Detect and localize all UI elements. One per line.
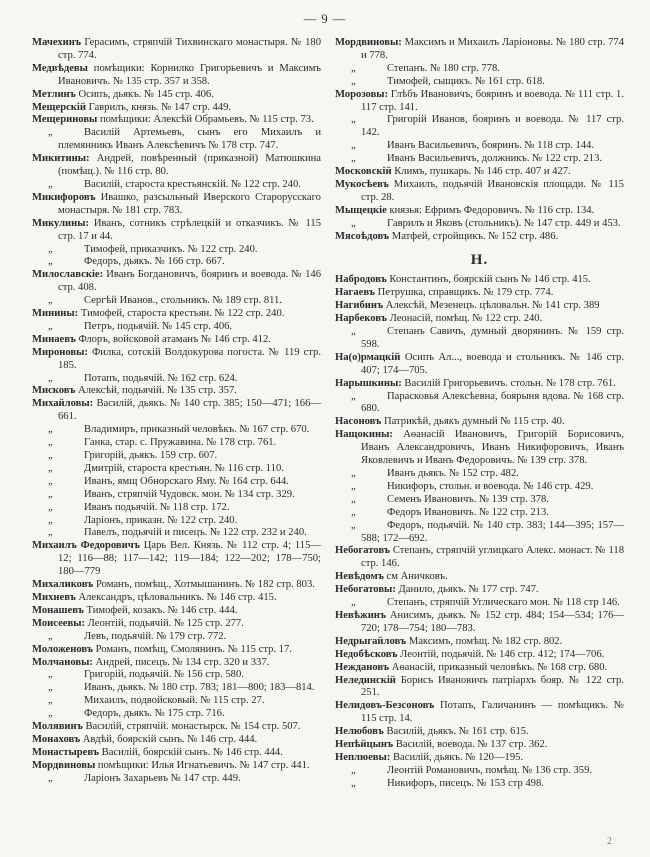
entry-name: Мачехинъ bbox=[32, 37, 82, 48]
index-entry bbox=[335, 662, 624, 675]
ditto-mark: „ bbox=[48, 488, 53, 500]
entry-text: Павелъ, подьячій и писецъ. № 122 стр. 232 и 240. bbox=[84, 527, 307, 539]
index-entry bbox=[335, 507, 624, 520]
index-entry bbox=[32, 89, 321, 102]
ditto-mark: „ bbox=[48, 462, 53, 474]
entry-text: Василій Григорьевичъ. стольн. № 178 стр. 761. bbox=[404, 377, 616, 389]
entry-name: Монаховъ bbox=[32, 733, 81, 745]
index-entry bbox=[32, 308, 321, 321]
entry-name: Милославскіе: bbox=[32, 269, 104, 281]
entry-name: Микитины: bbox=[32, 153, 90, 165]
index-entry bbox=[32, 605, 321, 618]
entry-text: Иванъ Васильевичъ, должникъ. № 122 стр. 213. bbox=[387, 153, 603, 165]
entry-text: Аѳанасій, приказный человѣкъ. № 168 стр. 680. bbox=[391, 661, 608, 673]
index-entry bbox=[32, 489, 321, 502]
entry-text: Федоръ, дьякъ. № 166 стр. 667. bbox=[84, 256, 225, 268]
entry-name: Монастыревъ bbox=[32, 746, 99, 758]
entry-text: Василій, дьякъ. № 120—195. bbox=[392, 751, 524, 763]
index-entry bbox=[335, 481, 624, 494]
entry-text: Иванъ, сотникъ стрѣлецкій и отказчикъ. № 115 стр. 17 и 44. bbox=[58, 217, 321, 242]
index-entry bbox=[32, 334, 321, 347]
index-entry bbox=[32, 476, 321, 489]
ditto-mark: „ bbox=[48, 514, 53, 526]
index-entry bbox=[32, 747, 321, 760]
entry-text: Ларіонъ Захарьевъ № 147 стр. 449. bbox=[84, 772, 241, 784]
index-entry bbox=[32, 102, 321, 115]
index-entry bbox=[335, 636, 624, 649]
index-entry bbox=[335, 391, 624, 417]
index-entry bbox=[32, 153, 321, 179]
index-entry bbox=[32, 385, 321, 398]
entry-name: Неждановъ bbox=[335, 661, 390, 673]
entry-text: Осипъ, дьякъ. № 145 стр. 406. bbox=[78, 88, 214, 100]
ditto-mark: „ bbox=[48, 501, 53, 513]
ditto-mark: „ bbox=[48, 243, 53, 255]
index-entry bbox=[335, 218, 624, 231]
entry-text: Степанъ. № 180 стр. 778. bbox=[387, 62, 500, 74]
entry-text: Петрушка, справщикъ. № 179 стр. 774. bbox=[377, 287, 554, 299]
index-entry bbox=[335, 378, 624, 391]
entry-name: Недобѣсковъ bbox=[335, 648, 398, 660]
entry-text: Осипъ Ал..., воевода и стольникъ. № 146 стр. 407; 174—705. bbox=[361, 351, 624, 376]
entry-name: Нагибинъ bbox=[335, 300, 384, 312]
index-entry bbox=[335, 89, 624, 115]
ditto-mark: „ bbox=[351, 519, 356, 531]
entry-text: Иванъ подьячій. № 118 стр. 172. bbox=[84, 501, 230, 513]
entry-name: Мещериновы bbox=[32, 114, 98, 126]
entry-name: Молявинъ bbox=[32, 721, 83, 733]
entry-name: Московскій bbox=[335, 166, 392, 178]
entry-text: Сергѣй Иванов., стольникъ. № 189 стр. 811. bbox=[84, 295, 282, 307]
entry-text: Парасковья Алексѣевна, боярыня вдова. № 168 стр. 680. bbox=[361, 390, 624, 415]
ditto-mark: „ bbox=[351, 217, 356, 229]
entry-name: Метлинъ bbox=[32, 88, 76, 100]
entry-text: Тимофей, приказчикъ. № 122 стр. 240. bbox=[84, 243, 258, 255]
entry-name: На(о)рмацкій bbox=[335, 351, 401, 363]
ditto-mark: „ bbox=[351, 777, 356, 789]
entry-name: Мисковъ bbox=[32, 385, 76, 397]
ditto-mark: „ bbox=[351, 140, 356, 152]
index-entry bbox=[335, 416, 624, 429]
index-entry bbox=[335, 765, 624, 778]
index-entry bbox=[32, 644, 321, 657]
entry-name: Молчановы: bbox=[32, 656, 93, 668]
ditto-mark: „ bbox=[48, 695, 53, 707]
entry-text: князья: Ефримъ Федоровичъ. № 116 стр. 134. bbox=[389, 204, 595, 216]
index-entry bbox=[32, 579, 321, 592]
entry-name: Небогатовы: bbox=[335, 584, 396, 596]
entry-name: Неплюевы: bbox=[335, 751, 391, 763]
index-entry bbox=[32, 127, 321, 153]
entry-text: Леонтій, подьячій. № 146 стр. 412; 174—706. bbox=[400, 648, 605, 660]
entry-text: Петръ, подьячій. № 145 стр. 406. bbox=[84, 320, 233, 332]
entry-name: Михаилъ Федоровичъ bbox=[32, 540, 140, 552]
entry-text: Данило, дьякъ. № 177 стр. 747. bbox=[398, 584, 539, 596]
entry-text: Алексѣй, Мезенецъ. цѣловальн. № 141 стр. 389 bbox=[385, 300, 600, 312]
index-entry bbox=[32, 37, 321, 63]
index-entry bbox=[32, 321, 321, 334]
entry-name: Медвѣдевы bbox=[32, 62, 88, 74]
index-entry bbox=[335, 675, 624, 701]
entry-name: Нелединскій bbox=[335, 674, 396, 686]
entry-text: Андрей, писецъ. № 134 стр. 320 и 337. bbox=[95, 656, 270, 668]
entry-text: Левъ, подьячій. № 179 стр. 772. bbox=[84, 630, 227, 642]
entry-text: Василій Артемьевъ, сынъ его Михаилъ и племянникъ Иванъ Алексѣевичъ № 178 стр. 747. bbox=[58, 127, 321, 152]
entry-text: Федоръ, дьякъ. № 175 стр. 716. bbox=[84, 708, 225, 720]
index-entry bbox=[335, 597, 624, 610]
index-entry bbox=[335, 231, 624, 244]
entry-name: Нарышкины: bbox=[335, 377, 402, 389]
ditto-mark: „ bbox=[48, 527, 53, 539]
entry-text: Семенъ Ивановичъ. № 139 стр. 378. bbox=[387, 493, 549, 505]
index-entry bbox=[32, 721, 321, 734]
entry-name: Минаевъ bbox=[32, 333, 76, 345]
entry-text: Михаилъ, подвойсковый. № 115 стр. 27. bbox=[84, 695, 265, 707]
entry-text: Василій, стряпчій. монастырск. № 154 стр. 507. bbox=[85, 721, 301, 733]
index-entry bbox=[32, 618, 321, 631]
index-entry bbox=[335, 571, 624, 584]
ditto-mark: „ bbox=[48, 630, 53, 642]
index-entry bbox=[335, 179, 624, 205]
index-entry bbox=[32, 256, 321, 269]
entry-text: Иванъ дьякъ. № 152 стр. 482. bbox=[387, 468, 519, 479]
entry-text: Степанъ, стряпчій Углическаго мон. № 118 стр 146. bbox=[387, 597, 620, 609]
entry-text: Дмитрій, староста крестьян. № 116 стр. 110. bbox=[84, 462, 284, 474]
index-entry bbox=[335, 166, 624, 179]
index-entry bbox=[32, 592, 321, 605]
entry-text: Романъ, помѣщ., Хотмышанинъ. № 182 стр. 803. bbox=[95, 579, 315, 591]
entry-text: Леонасій, помѣщ. № 122 стр. 240. bbox=[389, 313, 543, 325]
entry-text: Степанъ Савичъ, думный дворянинъ. № 159 стр. 598. bbox=[361, 326, 624, 350]
index-entry bbox=[335, 300, 624, 313]
entry-name: Нарбековъ bbox=[335, 313, 387, 325]
ditto-mark: „ bbox=[48, 437, 53, 449]
index-entry bbox=[32, 734, 321, 747]
index-entry bbox=[335, 739, 624, 752]
entry-name: Моисеевы: bbox=[32, 617, 86, 629]
signature-mark: 2 bbox=[607, 836, 612, 847]
entry-text: Леонтій, подьячій. № 125 стр. 277. bbox=[87, 617, 244, 629]
entry-name: Мордвиновы: bbox=[335, 37, 402, 48]
index-entry bbox=[32, 347, 321, 373]
index-columns bbox=[0, 27, 650, 791]
index-entry bbox=[32, 295, 321, 308]
ditto-mark: „ bbox=[351, 114, 356, 126]
entry-name: Микулины: bbox=[32, 217, 90, 229]
ditto-mark: „ bbox=[48, 708, 53, 720]
ditto-mark: „ bbox=[351, 468, 356, 479]
entry-name: Непѣйцынъ bbox=[335, 739, 394, 751]
index-entry bbox=[32, 179, 321, 192]
entry-text: см Аничковъ. bbox=[386, 571, 448, 583]
ditto-mark: „ bbox=[48, 256, 53, 268]
entry-text: Федоръ Ивановичъ. № 122 стр. 213. bbox=[387, 506, 549, 518]
index-entry bbox=[335, 153, 624, 166]
index-entry bbox=[32, 192, 321, 218]
index-entry bbox=[32, 631, 321, 644]
ditto-mark: „ bbox=[48, 320, 53, 332]
index-entry bbox=[32, 450, 321, 463]
index-entry bbox=[335, 700, 624, 726]
index-entry bbox=[335, 649, 624, 662]
index-entry bbox=[32, 540, 321, 579]
entry-text: Владимиръ, приказный человѣкъ. № 167 стр. 670. bbox=[84, 424, 310, 436]
index-entry bbox=[32, 63, 321, 89]
index-entry bbox=[335, 205, 624, 218]
ditto-mark: „ bbox=[48, 450, 53, 461]
entry-text: Борисъ Ивановичъ патріархъ бояр. № 122 стр. 251. bbox=[361, 674, 625, 699]
ditto-mark: „ bbox=[351, 597, 356, 609]
ditto-mark: „ bbox=[351, 480, 356, 492]
entry-text: Иванъ Богдановичъ, бояринъ и воевода. № 146 стр. 408. bbox=[58, 269, 321, 294]
index-entry bbox=[32, 502, 321, 515]
index-entry bbox=[335, 274, 624, 287]
ditto-mark: „ bbox=[351, 493, 356, 505]
index-entry bbox=[32, 437, 321, 450]
entry-name: Микифоровъ bbox=[32, 191, 96, 203]
ditto-mark: „ bbox=[48, 669, 53, 681]
index-entry bbox=[335, 63, 624, 76]
index-entry bbox=[32, 218, 321, 244]
entry-text: Тимофей, козакъ. № 146 стр. 444. bbox=[86, 604, 238, 616]
index-column-left bbox=[32, 37, 321, 791]
index-entry bbox=[32, 760, 321, 773]
entry-text: Филка, сотскій Волдокурова погоста. № 119 стр. 185. bbox=[58, 346, 321, 371]
entry-text: Василій, дьякъ. № 140 стр. 385; 150—471; 166—661. bbox=[58, 398, 321, 423]
entry-name: Нагаевъ bbox=[335, 287, 375, 299]
entry-name: Мордвиновы bbox=[32, 759, 96, 771]
index-entry bbox=[335, 352, 624, 378]
entry-text: Григорій, дьякъ. 159 стр. 607. bbox=[84, 450, 218, 461]
ditto-mark: „ bbox=[48, 475, 53, 487]
section-letter: Н. bbox=[470, 251, 489, 268]
index-entry bbox=[32, 463, 321, 476]
index-entry bbox=[32, 269, 321, 295]
entry-text: Иванъ, дьякъ. № 180 стр. 783; 181—800; 183—814. bbox=[84, 682, 315, 694]
ditto-mark: „ bbox=[351, 764, 356, 776]
index-entry bbox=[335, 778, 624, 791]
index-entry bbox=[335, 313, 624, 326]
index-entry bbox=[335, 468, 624, 481]
entry-text: Флоръ, войсковой атаманъ № 146 стр. 412. bbox=[78, 333, 271, 345]
entry-text: Тимофей, сыщикъ. № 161 стр. 618. bbox=[387, 75, 545, 87]
entry-text: Никифоръ, стольн. и воевода. № 146 стр. 429. bbox=[387, 480, 594, 492]
entry-text: помѣщики: Алексѣй Обрамьевъ. № 115 стр. 73. bbox=[100, 114, 314, 126]
ditto-mark: „ bbox=[48, 295, 53, 307]
entry-text: Тимофей, староста крестьян. № 122 стр. 240. bbox=[80, 308, 285, 320]
entry-text: Григорій Иванов, бояринъ и воевода. № 117 стр. 142. bbox=[361, 114, 624, 139]
entry-text: Василій, боярскій сынъ. № 146 стр. 444. bbox=[101, 746, 283, 758]
index-entry bbox=[335, 429, 624, 468]
entry-text: Ганка, стар. с. Пружавина. № 178 стр. 761. bbox=[84, 437, 277, 449]
entry-text: Анисимъ, дьякъ. № 152 стр. 484; 154—534; 176—720; 178—754; 180—783. bbox=[361, 609, 624, 634]
index-entry bbox=[335, 326, 624, 352]
index-entry bbox=[32, 527, 321, 540]
entry-text: Иванъ Васильевичъ, бояринъ. № 118 стр. 144. bbox=[387, 140, 595, 152]
entry-name: Недрыгайловъ bbox=[335, 635, 407, 647]
entry-name: Насоновъ bbox=[335, 416, 382, 428]
entry-text: помѣщики: Илья Игнатьевичъ. № 147 стр. 441. bbox=[97, 759, 310, 771]
entry-name: Минины: bbox=[32, 308, 79, 320]
index-entry bbox=[32, 424, 321, 437]
entry-text: Алексѣй, подьячій. № 135 стр. 357. bbox=[78, 385, 237, 397]
index-entry bbox=[335, 140, 624, 153]
entry-text: Василій, воевода. № 137 стр. 362. bbox=[395, 739, 548, 751]
ditto-mark: „ bbox=[351, 390, 356, 402]
index-entry bbox=[335, 610, 624, 636]
ditto-mark: „ bbox=[48, 424, 53, 436]
entry-name: Михайловы: bbox=[32, 398, 94, 410]
index-entry bbox=[335, 584, 624, 597]
ditto-mark: „ bbox=[48, 682, 53, 694]
entry-name: Нелидовъ-Безсоновъ bbox=[335, 700, 435, 712]
entry-text: Иванъ, ямщ Обнорскаго Яму. № 164 стр. 644. bbox=[84, 475, 289, 487]
index-entry bbox=[32, 708, 321, 721]
ditto-mark: „ bbox=[351, 506, 356, 518]
entry-text: Василій, дьякъ. № 161 стр. 615. bbox=[386, 726, 529, 738]
ditto-mark: „ bbox=[351, 62, 356, 74]
entry-text: Леонтій Романовичъ, помѣщ. № 136 стр. 359. bbox=[387, 764, 593, 776]
entry-text: Матфей, стройщикъ. № 152 стр. 486. bbox=[391, 230, 559, 242]
entry-text: Константинъ, боярскій сынъ № 146 стр. 415. bbox=[389, 274, 591, 286]
page-number: — 9 — bbox=[303, 12, 347, 26]
entry-text: Никифоръ, писецъ. № 153 стр 498. bbox=[387, 777, 544, 789]
index-entry bbox=[335, 287, 624, 300]
entry-name: Небогатовъ bbox=[335, 545, 390, 557]
index-entry bbox=[335, 752, 624, 765]
entry-text: Ивашко, разсыльный Иверского Старорусскаго монастыря. № 181 стр. 783. bbox=[58, 191, 321, 216]
entry-name: Нащокины: bbox=[335, 429, 393, 441]
entry-name: Мыщецкіе bbox=[335, 204, 387, 216]
ditto-mark: „ bbox=[351, 326, 356, 338]
entry-text: Патрикѣй, дьякъ думный № 115 стр. 40. bbox=[383, 416, 565, 428]
entry-name: Мясоѣдовъ bbox=[335, 230, 390, 242]
index-entry bbox=[335, 37, 624, 63]
entry-text: Аѳанасій Ивановичъ, Григорій Борисовичъ, Иванъ Александровичъ, Иванъ Никифоровичъ, Иванъ Яковлевичъ и Иванъ Федоровичъ. № 139 стр. 378. bbox=[361, 429, 624, 467]
index-entry bbox=[32, 114, 321, 127]
entry-name: Невѣдомъ bbox=[335, 571, 384, 583]
entry-text: Ларіонъ, приказн. № 122 стр. 240. bbox=[84, 514, 238, 526]
index-entry bbox=[32, 657, 321, 670]
entry-text: Герасимъ, стряпчій Тихвинскаго монастыря. № 180 стр. 774. bbox=[58, 37, 321, 61]
entry-text: Степанъ, стряпчій углицкаго Алекс. монаст. № 118 стр. 146. bbox=[361, 545, 624, 570]
entry-text: Андрей, повѣренный (приказной) Матюшкина (помѣщ.). № 116 стр. 80. bbox=[58, 153, 321, 178]
entry-text: Потапъ, Галичанинъ — помѣщикъ. № 115 стр. 14. bbox=[361, 700, 624, 725]
index-column-right bbox=[335, 37, 624, 791]
ditto-mark: „ bbox=[48, 372, 53, 384]
entry-name: Михневъ bbox=[32, 591, 76, 603]
index-entry bbox=[335, 520, 624, 546]
entry-text: Гаврилъ и Яковъ (стольникъ). № 147 стр. 449 и 453. bbox=[387, 217, 621, 229]
entry-name: Моложеновъ bbox=[32, 643, 94, 655]
ditto-mark: „ bbox=[48, 772, 53, 784]
entry-name: Михаликовъ bbox=[32, 579, 94, 591]
entry-name: Нелюбовъ bbox=[335, 726, 384, 738]
entry-text: Потапъ, подьячій. № 162 стр. 624. bbox=[84, 372, 238, 384]
index-entry bbox=[32, 398, 321, 424]
entry-name: Мещерскій bbox=[32, 101, 86, 113]
index-entry bbox=[32, 682, 321, 695]
entry-name: Мироновы: bbox=[32, 346, 88, 358]
index-entry bbox=[32, 773, 321, 786]
entry-text: Василій, староста крестьянскій. № 122 стр. 240. bbox=[84, 178, 301, 190]
entry-text: Иванъ, стряпчій Чудовск. мон. № 134 стр. 329. bbox=[84, 488, 295, 500]
entry-text: Григорій, подьячій. № 156 стр. 580. bbox=[84, 669, 244, 681]
index-entry bbox=[32, 669, 321, 682]
ditto-mark: „ bbox=[351, 153, 356, 165]
entry-text: Авдѣй, боярскій сынъ. № 146 стр. 444. bbox=[82, 733, 258, 745]
entry-text: Царь Вел. Князь. № 112 стр. 4; 115—12; 116—88; 117—142; 119—184; 122—202; 178—750; 180—779 bbox=[58, 540, 321, 578]
entry-name: Монашевъ bbox=[32, 604, 84, 616]
entry-text: помѣщики: Корнилко Григорьевичъ и Максимъ Ивановичъ. № 135 стр. 357 и 358. bbox=[58, 62, 321, 87]
ditto-mark: „ bbox=[48, 178, 53, 190]
entry-text: Федоръ, подьячій. № 140 стр. 383; 144—395; 157—588; 172—692. bbox=[361, 519, 624, 544]
entry-name: Невѣжинъ bbox=[335, 609, 387, 621]
index-entry bbox=[335, 76, 624, 89]
index-entry bbox=[335, 494, 624, 507]
entry-text: Климъ, пушкарь. № 146 стр. 407 и 427. bbox=[394, 166, 571, 178]
entry-text: Михаилъ, подьячій Ивановскія площади. № 115 стр. 28. bbox=[361, 178, 624, 203]
index-entry bbox=[32, 695, 321, 708]
index-entry bbox=[335, 545, 624, 571]
index-entry bbox=[335, 114, 624, 140]
entry-text: Глѣбъ Ивановичъ, бояринъ и воевода. № 111 стр. 1. 117 стр. 141. bbox=[361, 88, 625, 113]
ditto-mark: „ bbox=[351, 75, 356, 87]
entry-name: Морозовы: bbox=[335, 88, 389, 100]
entry-text: Александръ, цѣловальникъ. № 146 стр. 415. bbox=[78, 591, 277, 603]
entry-name: Мукосѣевъ bbox=[335, 178, 389, 190]
index-entry bbox=[32, 244, 321, 257]
entry-text: Максимъ и Михаилъ Ларіоновы. № 180 стр. 774 и 778. bbox=[361, 37, 624, 61]
entry-text: Максимъ, помѣщ. № 182 стр. 802. bbox=[408, 635, 563, 647]
entry-name: Набродовъ bbox=[335, 274, 387, 286]
ditto-mark: „ bbox=[48, 127, 53, 139]
index-entry bbox=[32, 515, 321, 528]
index-entry bbox=[32, 373, 321, 386]
entry-text: Романъ, помѣщ, Смолянинъ. № 115 стр. 17. bbox=[95, 643, 292, 655]
index-entry bbox=[335, 726, 624, 739]
entry-text: Гаврилъ, князь. № 147 стр. 449. bbox=[88, 101, 232, 113]
